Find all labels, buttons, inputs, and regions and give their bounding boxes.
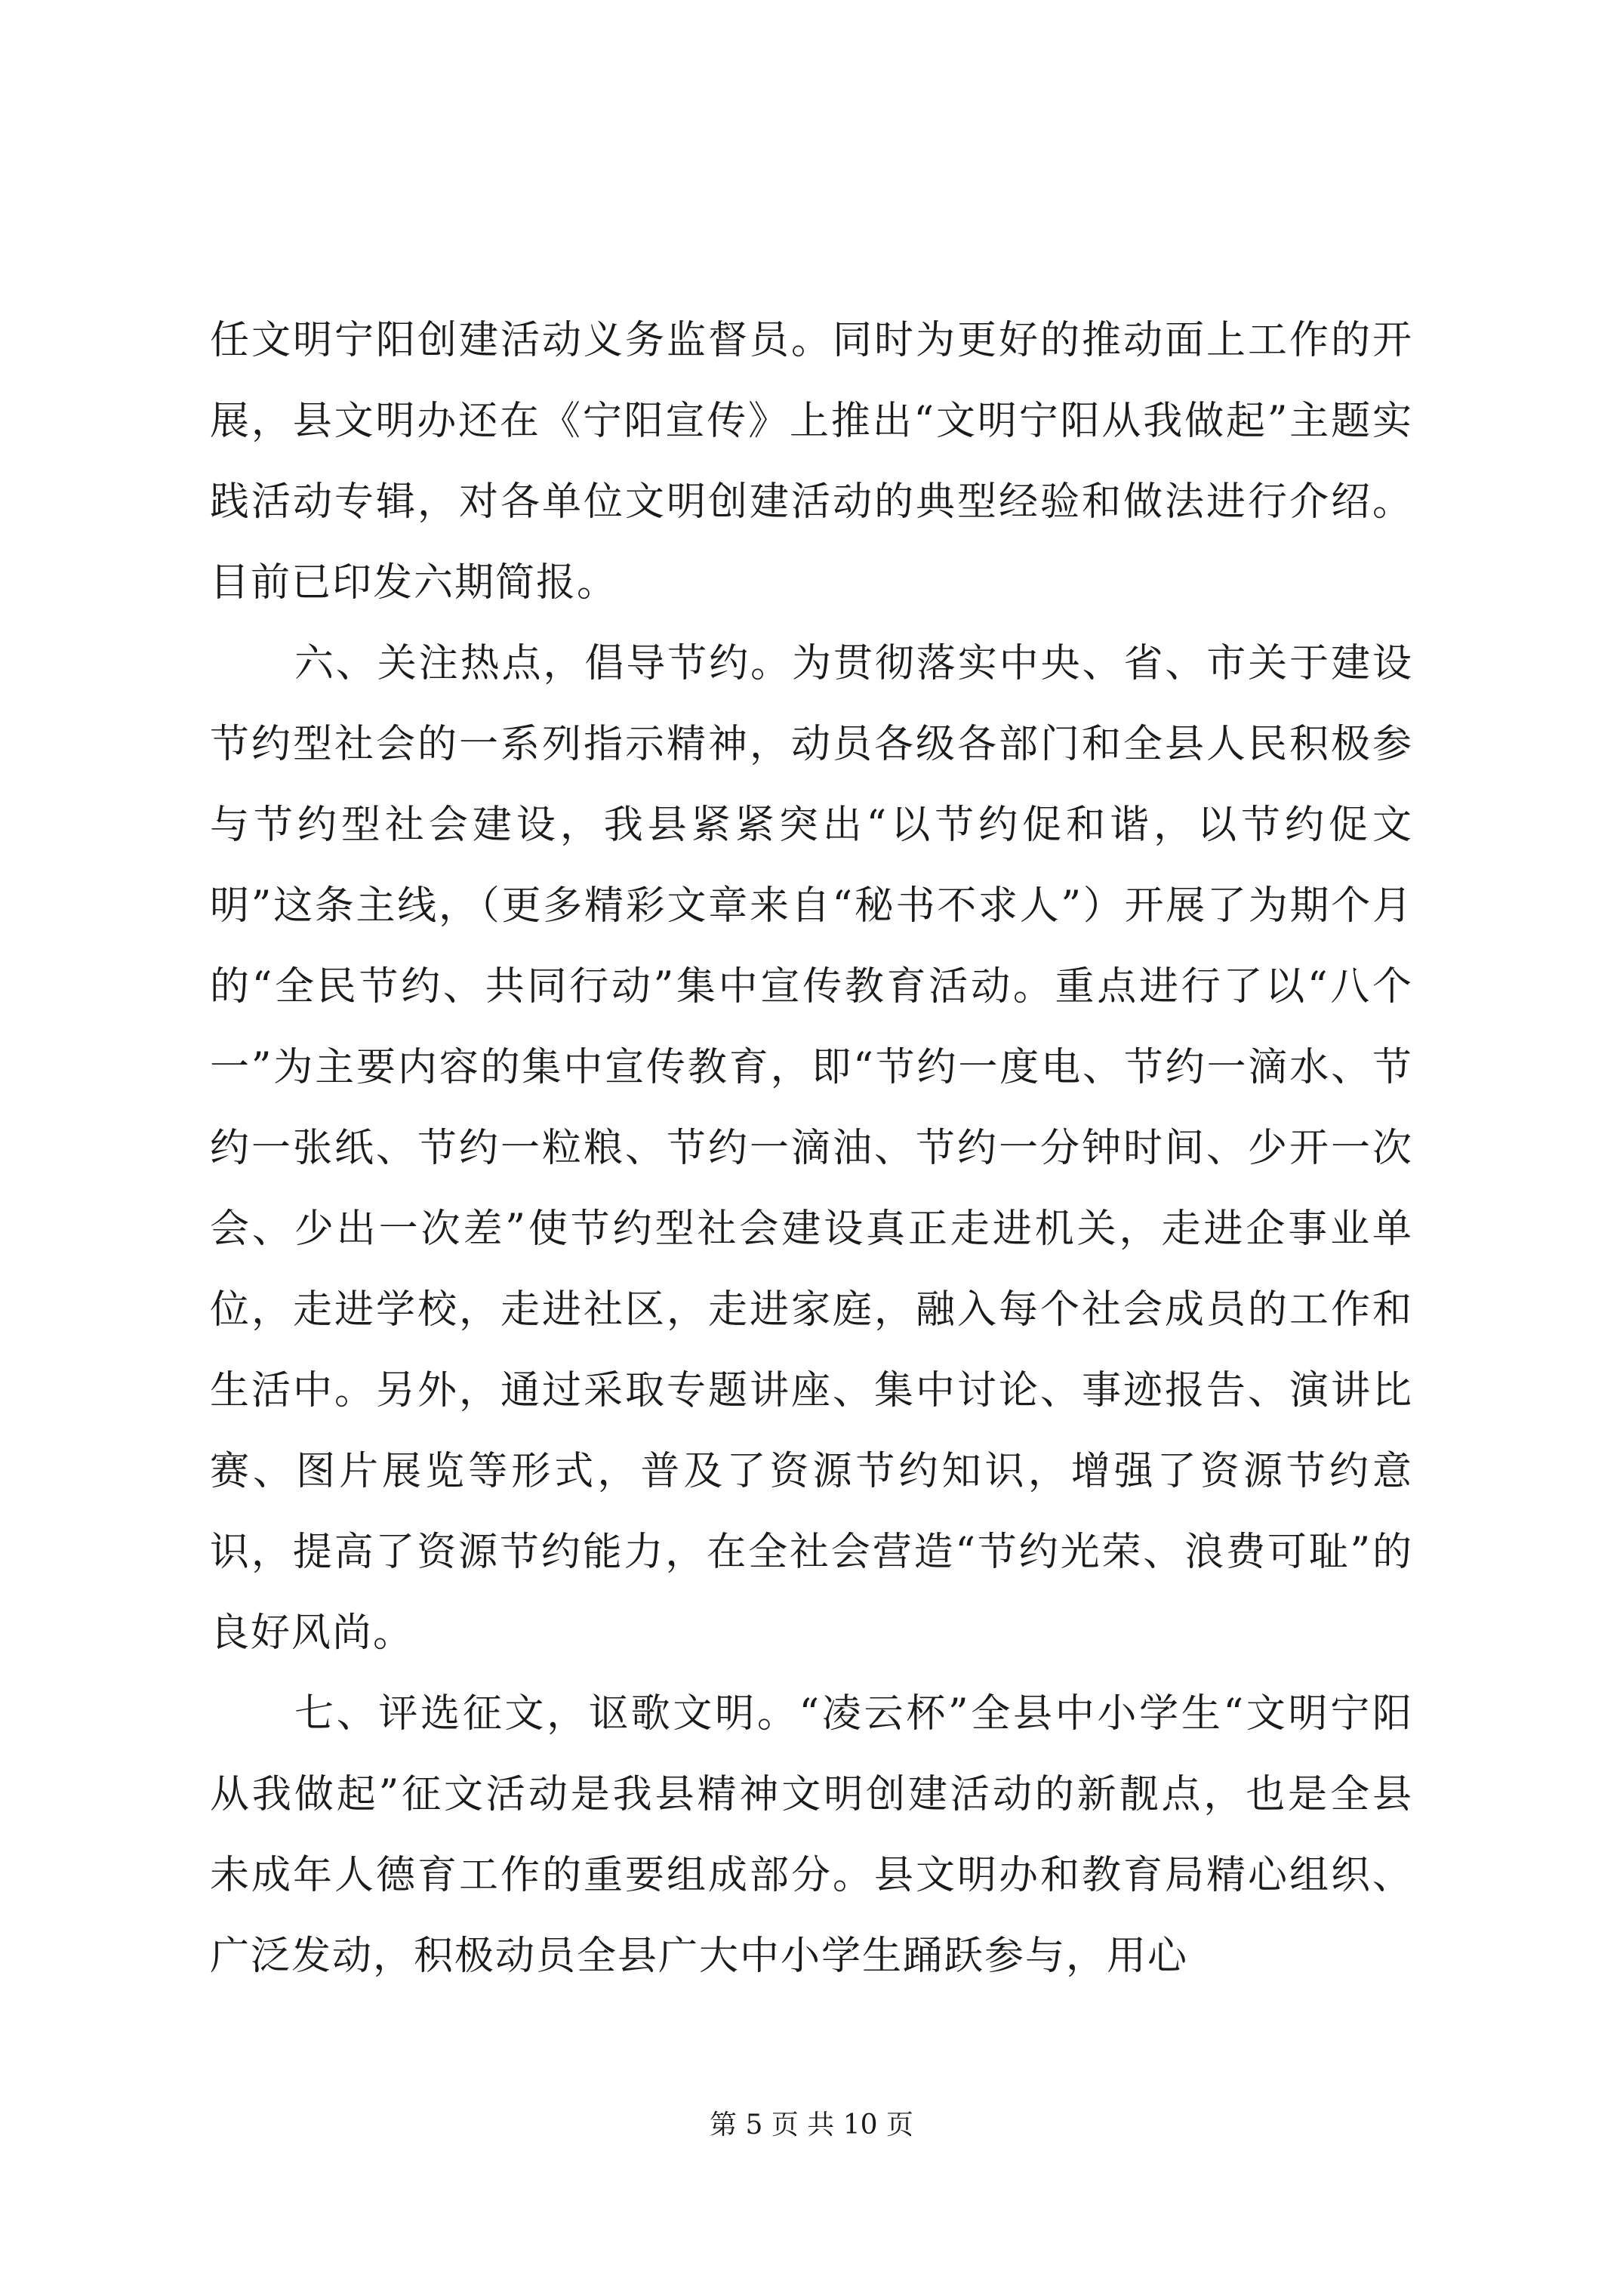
page-footer: 第 5 页 共 10 页 xyxy=(710,2110,913,2140)
paragraph-section-six: 六、关注热点，倡导节约。为贯彻落实中央、省、市关于建设节约型社会的一系列指示精神，动员各级各部门和全县人民积极参与节约型社会建设，我县紧紧突出“以节约促和谐，以节约促文明”这条主线，（更多精彩文章来自“秘书不求人”）开展了为期个月的“全民节约、共同行动”集中宣传教育活动。重点进行了以“八个一”为主要内容的集中宣传教育，即“节约一度电、节约一滴水、节约一张纸、节约一粒粮、节约一滴油、节约一分钟时间、少开一次会、少出一次差”使节约型社会建设真正走进机关，走进企事业单位，走进学校，走进社区，走进家庭，融入每个社会成员的工作和生活中。另外，通过采取专题讲座、集中讨论、事迹报告、演讲比赛、图片展览等形式，普及了资源节约知识，增强了资源节约意识，提高了资源节约能力，在全社会营造“节约光荣、浪费可耻”的良好风尚。 xyxy=(210,641,1413,1656)
paragraph-section-seven: 七、评选征文，讴歌文明。“凌云杯”全县中小学生“文明宁阳从我做起”征文活动是我县精神文明创建活动的新靓点，也是全县未成年人德育工作的重要组成部分。县文明办和教育局精心组织、广泛发动，积极动员全县广大中小学生踊跃参与，用心 xyxy=(210,1691,1413,1979)
paragraph-continuation: 任文明宁阳创建活动义务监督员。同时为更好的推动面上工作的开展，县文明办还在《宁阳宣传》上推出“文明宁阳从我做起”主题实践活动专辑，对各单位文明创建活动的典型经验和做法进行介绍。目前已印发六期简报。 xyxy=(210,318,1413,606)
document-body xyxy=(210,300,1413,1997)
